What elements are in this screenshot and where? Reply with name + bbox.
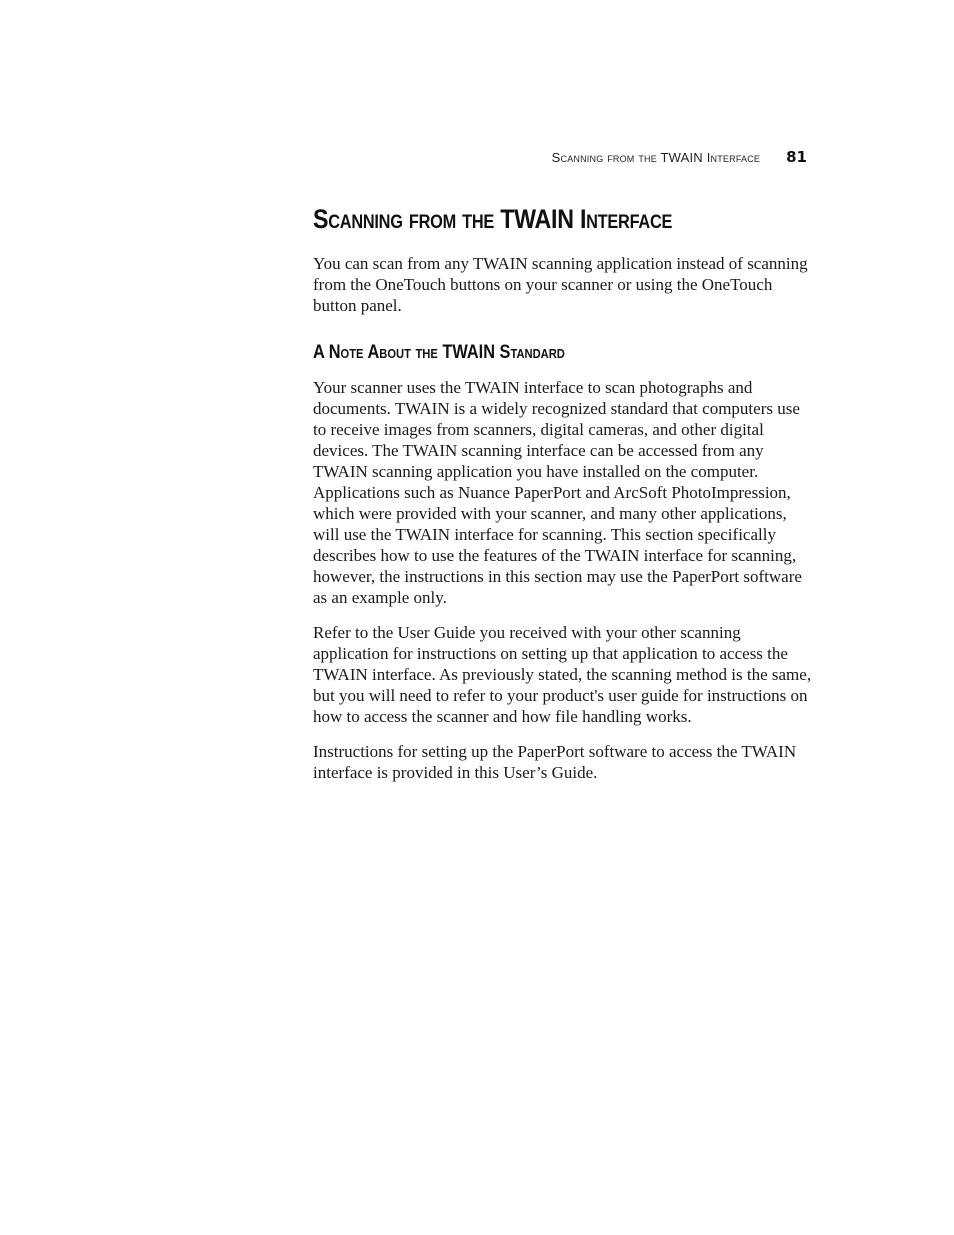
body-paragraph: Refer to the User Guide you received with your other scanning application for instructions on setting up that application to access the TWAIN interface. As previously stated, the scanning method is the same, but you will need to refer to your product's user guide for instructions on how to access the scanner and how file handling works. bbox=[313, 623, 812, 726]
section-title: Scanning from the TWAIN Interface bbox=[313, 204, 673, 234]
subsection-title: A Note About the TWAIN Standard bbox=[313, 342, 565, 363]
intro-paragraph: You can scan from any TWAIN scanning application instead of scanning from the OneTouch buttons on your scanner or using the OneTouch button panel. bbox=[313, 254, 808, 315]
body-paragraph: Your scanner uses the TWAIN interface to scan photographs and documents. TWAIN is a widely recognized standard that computers use to receive images from scanners, digital cameras, and other digital devices. The TWAIN scanning interface can be accessed from any TWAIN scanning application you have installed on the computer. Applications such as Nuance PaperPort and ArcSoft PhotoImpression, which were provided with your scanner, and many other applications, will use the TWAIN interface for scanning. This section specifically describes how to use the features of the TWAIN interface for scanning, however, the instructions in this section may use the PaperPort software as an example only. bbox=[313, 378, 802, 607]
running-title: Scanning from the TWAIN Interface bbox=[551, 150, 761, 165]
running-header bbox=[313, 148, 807, 166]
page-content bbox=[313, 204, 813, 797]
page-number: 81 bbox=[786, 148, 807, 166]
body-paragraph: Instructions for setting up the PaperPort software to access the TWAIN interface is provided in this User’s Guide. bbox=[313, 742, 797, 782]
